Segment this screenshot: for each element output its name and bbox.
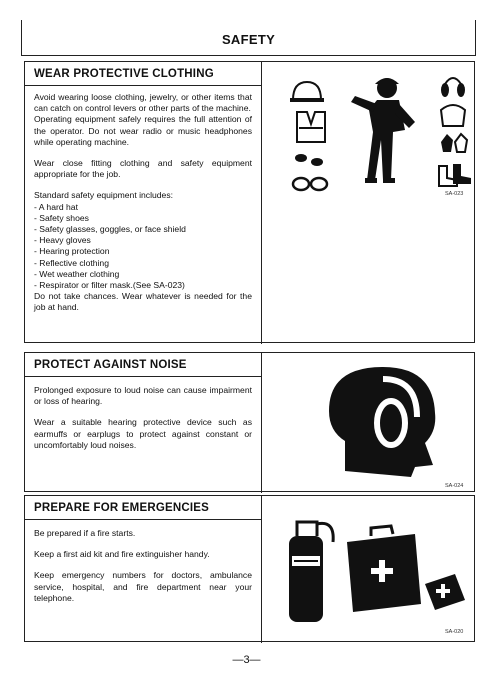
divider [261,62,262,344]
worker-figure-icon [351,78,415,183]
earplugs-icon [295,154,323,166]
list-item: - Heavy gloves [34,235,91,246]
list-item: - Safety glasses, goggles, or face shield [34,224,186,235]
fire-extinguisher-icon [289,522,333,622]
section-title: PREPARE FOR EMERGENCIES [34,502,209,514]
list-item: - A hard hat [34,201,78,212]
hearing-protection-head-icon [325,361,445,481]
reflective-vest-icon [297,112,325,142]
list-item: - Hearing protection [34,246,110,257]
earmuffs-icon [441,78,465,97]
emergency-equipment-illustration [275,512,470,627]
figure-reference: SA-023 [445,191,464,197]
section-noise [24,352,475,492]
list-intro: Standard safety equipment includes: [34,190,174,201]
page-title: SAFETY [221,32,276,47]
section-header [25,62,261,86]
paragraph: Keep emergency numbers for doctors, ambulance service, hospital, and fire department near your telephone. [34,570,252,603]
section-header [25,353,261,377]
divider [261,353,262,493]
paragraph: Be prepared if a fire starts. [34,528,136,538]
paragraph: Operating equipment safely requires the full attention of the operator. Do not wear radio or music headphones while operating machine. [34,114,252,147]
goggles-icon [293,178,327,190]
paragraph: Keep a first aid kit and fire extinguisher handy. [34,549,210,560]
section-protective-clothing [24,61,475,343]
equipment-list [34,190,252,313]
face-shield-icon [441,105,465,126]
section-title: WEAR PROTECTIVE CLOTHING [34,68,214,80]
paragraph: Wear close fitting clothing and safety equipment appropriate for the job. [34,158,252,180]
first-aid-kit-icon [347,526,421,612]
section-header [25,496,261,520]
section-title: PROTECT AGAINST NOISE [34,359,187,371]
divider [261,496,262,643]
header-frame [21,20,476,56]
hard-hat-icon [290,82,324,102]
paragraph: Wear a suitable hearing protective device such as earmuffs or earplugs to protect against constant or uncomfortably loud noises. [34,417,252,450]
small-first-aid-kit-icon [425,574,465,610]
list-item: - Reflective clothing [34,257,109,268]
protective-equipment-illustration [287,70,472,200]
section-body [34,385,252,461]
figure-reference: SA-024 [445,483,464,489]
section-body [34,92,252,314]
safety-boots-icon [439,164,471,186]
figure-reference: SA-020 [445,629,464,635]
section-body [34,528,252,614]
list-item: - Respirator or filter mask.(See SA-023) [34,280,185,291]
gloves-icon [441,134,467,152]
paragraph: Prolonged exposure to loud noise can cause impairment or loss of hearing. [34,385,252,407]
paragraph: Avoid wearing loose clothing, jewelry, or other items that can catch on control levers or other parts of the machine. [34,92,252,114]
section-emergencies [24,495,475,642]
list-item: - Safety shoes [34,212,89,223]
list-item: - Wet weather clothing [34,268,120,279]
page-number: —3— [232,654,261,666]
closing-text: Do not take chances. Wear whatever is needed for the job at hand. [34,291,252,313]
